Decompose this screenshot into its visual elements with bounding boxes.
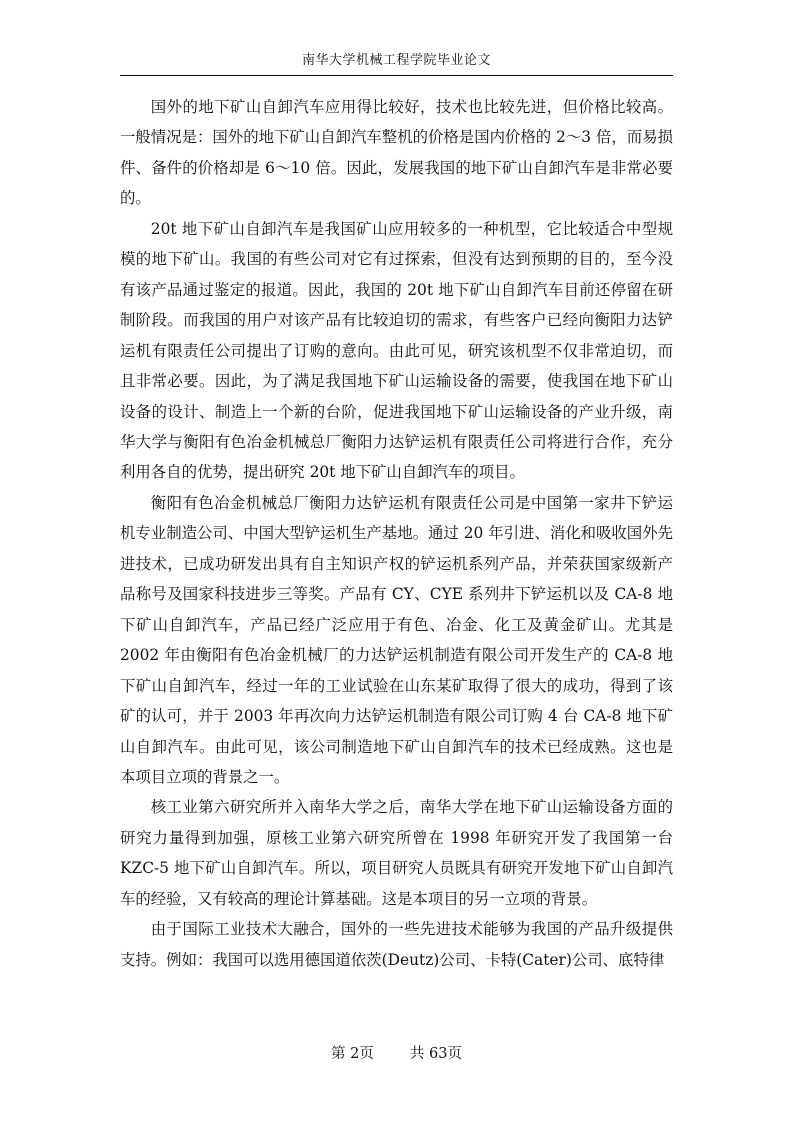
page-total: 共 63页 [409,1046,462,1062]
page-number: 第 2页 [331,1046,374,1062]
paragraph-international-tech: 由于国际工业技术大融合，国外的一些先进技术能够为我国的产品升级提供支持。例如：我国可以选用德国道依茨(Deutz)公司、卡特(Cater)公司、底特律 [120,920,673,969]
header-rule [120,75,673,76]
paragraph-foreign-trucks: 国外的地下矿山自卸汽车应用得比较好，技术也比较先进，但价格比较高。一般情况是：国外的地下矿山自卸汽车整机的价格是国内价格的 2～3 倍，而易损件、备件的价格却是 6～10 倍。因此，发展我国的地下矿山自卸汽车是非常必要的。 [120,98,673,208]
paragraph-20t-truck: 20t 地下矿山自卸汽车是我国矿山应用较多的一种机型，它比较适合中型规模的地下矿山。我国的有些公司对它有过探索，但没有达到预期的目的，至今没有该产品通过鉴定的报道。因此，我国的 20t 地下矿山自卸汽车目前还停留在研制阶段。而我国的用户对该产品有比较迫切的需求，有些客户已经向衡阳力达铲运机有限责任公司提出了订购的意向。由此可见，研究该机型不仅非常迫切，而且非常必要。因此，为了满足我国地下矿山运输设备的需要，使我国在地下矿山设备的设计、制造上一个新的台阶，促进我国地下矿山运输设备的产业升级，南华大学与衡阳有色冶金机械总厂衡阳力达铲运机有限责任公司将进行合作，充分利用各自的优势，提出研究 20t 地下矿山自卸汽车的项目。 [120,219,673,482]
page-footer [120,1044,673,1064]
paragraph-hengyang-lida: 衡阳有色冶金机械总厂衡阳力达铲运机有限责任公司是中国第一家井下铲运机专业制造公司、中国大型铲运机生产基地。通过 20 年引进、消化和吸收国外先进技术，已成功研发出具有自主知识产权的铲运机系列产品，并荣获国家级新产品称号及国家科技进步三等奖。产品有 CY、CYE 系列井下铲运机以及 CA-8 地下矿山自卸汽车，产品已经广泛应用于有色、冶金、化工及黄金矿山。尤其是 2002 年由衡阳有色冶金机械厂的力达铲运机制造有限公司开发生产的 CA-8 地下矿山自卸汽车，经过一年的工业试验在山东某矿取得了很大的成功，得到了该矿的认可，并于 2003 年再次向力达铲运机制造有限公司订购 4 台 CA-8 地下矿山自卸汽车。由此可见，该公司制造地下矿山自卸汽车的技术已经成熟。这也是本项目立项的背景之一。 [120,493,673,786]
running-header: 南华大学机械工程学院毕业论文 [301,53,491,68]
paragraph-nuclear-institute: 核工业第六研究所并入南华大学之后，南华大学在地下矿山运输设备方面的研究力量得到加强，原核工业第六研究所曾在 1998 年研究开发了我国第一台 KZC-5 地下矿山自卸汽车。所以，项目研究人员既具有研究开发地下矿山自卸汽车的经验，又有较高的理论计算基础。这是本项目的另一立项的背景。 [120,798,673,908]
body-text [120,92,673,975]
